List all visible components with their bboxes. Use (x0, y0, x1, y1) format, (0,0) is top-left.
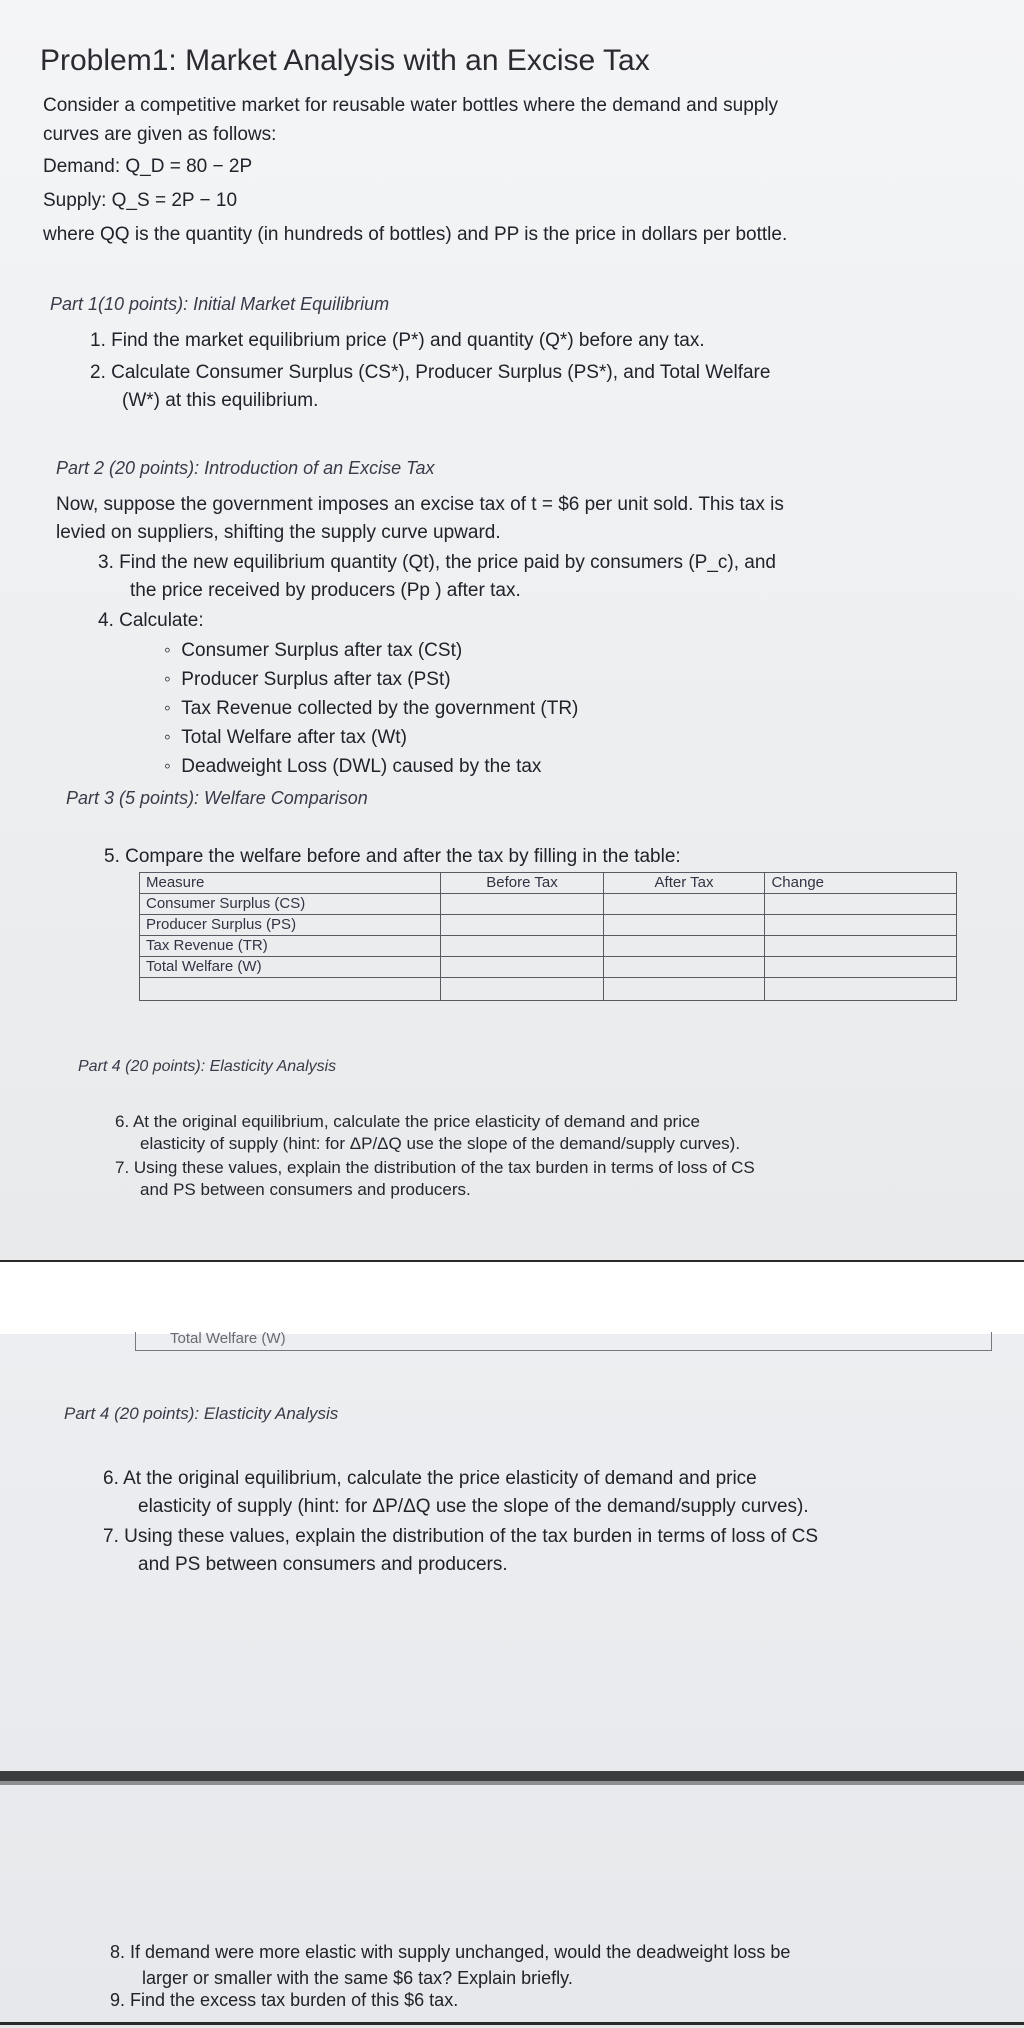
part2-line-2: levied on suppliers, shifting the supply curve upward. (56, 522, 501, 543)
question-6-repeat-line-1: 6. At the original equilibrium, calculate the price elasticity of demand and price (103, 1468, 757, 1489)
where-line: where QQ is the quantity (in hundreds of bottles) and PP is the price in dollars per bottle. (43, 224, 788, 245)
problem-title: Problem1: Market Analysis with an Excise Tax (40, 44, 650, 77)
intro-line-2: curves are given as follows: (43, 124, 277, 145)
table-row (140, 915, 957, 936)
part1-heading: Part 1(10 points): Initial Market Equilibrium (50, 294, 390, 314)
cell-empty[interactable] (441, 957, 603, 978)
cell-empty[interactable] (441, 978, 603, 1001)
table-row (140, 936, 957, 957)
cell-empty[interactable] (441, 894, 603, 915)
question-7-repeat-line-2: and PS between consumers and producers. (138, 1554, 508, 1575)
supply-equation: Supply: Q_S = 2P − 10 (43, 190, 238, 211)
cell-empty[interactable] (603, 894, 765, 915)
bullet-1: ◦ Consumer Surplus after tax (CSt) (164, 640, 463, 661)
question-3-line-2: the price received by producers (Pp ) after tax. (130, 580, 521, 601)
bullet-1-text: Consumer Surplus after tax (CSt) (181, 640, 463, 661)
question-3-line-1: 3. Find the new equilibrium quantity (Qt), the price paid by consumers (P_c), and (98, 552, 776, 573)
cell-empty[interactable] (441, 915, 603, 936)
row-label-w: Total Welfare (W) (140, 957, 441, 978)
cell-empty[interactable] (441, 936, 603, 957)
question-7-repeat-line-1: 7. Using these values, explain the distribution of the tax burden in terms of loss of CS (103, 1526, 818, 1547)
table-row (140, 957, 957, 978)
bullet-2: ◦ Producer Surplus after tax (PSt) (164, 669, 451, 690)
bullet-5-text: Deadweight Loss (DWL) caused by the tax (181, 756, 542, 777)
bottom-border (0, 2022, 1024, 2025)
part3-heading: Part 3 (5 points): Welfare Comparison (66, 788, 368, 808)
intro-line-1: Consider a competitive market for reusable water bottles where the demand and supply (43, 95, 779, 116)
question-2-line-1: 2. Calculate Consumer Surplus (CS*), Producer Surplus (PS*), and Total Welfare (90, 362, 771, 383)
header-measure: Measure (140, 873, 441, 894)
row-label-cs: Consumer Surplus (CS) (140, 894, 441, 915)
demand-equation: Demand: Q_D = 80 − 2P (43, 156, 253, 177)
cell-empty[interactable] (603, 915, 765, 936)
part2-heading: Part 2 (20 points): Introduction of an Excise Tax (56, 458, 435, 478)
white-gap (0, 1262, 1024, 1334)
question-7-line-2: and PS between consumers and producers. (140, 1180, 471, 1199)
bullet-3-text: Tax Revenue collected by the government (TR) (181, 698, 579, 719)
question-8-line-1: 8. If demand were more elastic with supply unchanged, would the deadweight loss be (110, 1942, 791, 1962)
question-5: 5. Compare the welfare before and after the tax by filling in the table: (104, 846, 681, 867)
cell-empty[interactable] (603, 957, 765, 978)
question-6-repeat-line-2: elasticity of supply (hint: for ΔP/ΔQ use the slope of the demand/supply curves). (138, 1496, 809, 1517)
bullet-2-text: Producer Surplus after tax (PSt) (181, 669, 451, 690)
part4-heading-repeat: Part 4 (20 points): Elasticity Analysis (64, 1404, 339, 1423)
photo-page-2 (0, 1334, 1024, 2028)
cell-empty[interactable] (765, 978, 957, 1001)
cell-empty[interactable] (765, 936, 957, 957)
part4-heading: Part 4 (20 points): Elasticity Analysis (78, 1058, 337, 1075)
question-7-line-1: 7. Using these values, explain the distribution of the tax burden in terms of loss of CS (115, 1158, 755, 1177)
cell-empty[interactable] (603, 978, 765, 1001)
question-2-line-2: (W*) at this equilibrium. (122, 390, 319, 411)
bullet-4: ◦ Total Welfare after tax (Wt) (164, 727, 407, 748)
table-row (140, 978, 957, 1001)
row-label-ps: Producer Surplus (PS) (140, 915, 441, 936)
dark-band-shadow (0, 1781, 1024, 1785)
table-row (140, 894, 957, 915)
header-before-tax: Before Tax (441, 873, 603, 894)
cell-empty[interactable] (765, 915, 957, 936)
cell-empty[interactable] (765, 957, 957, 978)
question-8-line-2: larger or smaller with the same $6 tax? Explain briefly. (142, 1968, 573, 1988)
bullet-3: ◦ Tax Revenue collected by the government (TR) (164, 698, 579, 719)
question-1: 1. Find the market equilibrium price (P*) and quantity (Q*) before any tax. (90, 330, 705, 351)
header-after-tax: After Tax (603, 873, 765, 894)
dark-band (0, 1771, 1024, 1781)
bullet-4-text: Total Welfare after tax (Wt) (181, 727, 407, 748)
cut-off-table-row (135, 1332, 992, 1351)
cell-empty[interactable] (765, 894, 957, 915)
welfare-table (139, 872, 957, 1001)
row-label-tr: Tax Revenue (TR) (140, 936, 441, 957)
question-6-line-1: 6. At the original equilibrium, calculate the price elasticity of demand and price (115, 1112, 700, 1131)
question-9: 9. Find the excess tax burden of this $6 tax. (110, 1990, 459, 2010)
part2-line-1: Now, suppose the government imposes an excise tax of t = $6 per unit sold. This tax is (56, 494, 784, 515)
header-change: Change (765, 873, 957, 894)
cut-off-row-label: Total Welfare (W) (170, 1330, 286, 1347)
question-6-line-2: elasticity of supply (hint: for ΔP/ΔQ use the slope of the demand/supply curves). (140, 1134, 741, 1153)
cell-empty (140, 978, 441, 1001)
question-4: 4. Calculate: (98, 610, 204, 631)
cell-empty[interactable] (603, 936, 765, 957)
table-header-row (140, 873, 957, 894)
bullet-5: ◦ Deadweight Loss (DWL) caused by the tax (164, 756, 542, 777)
